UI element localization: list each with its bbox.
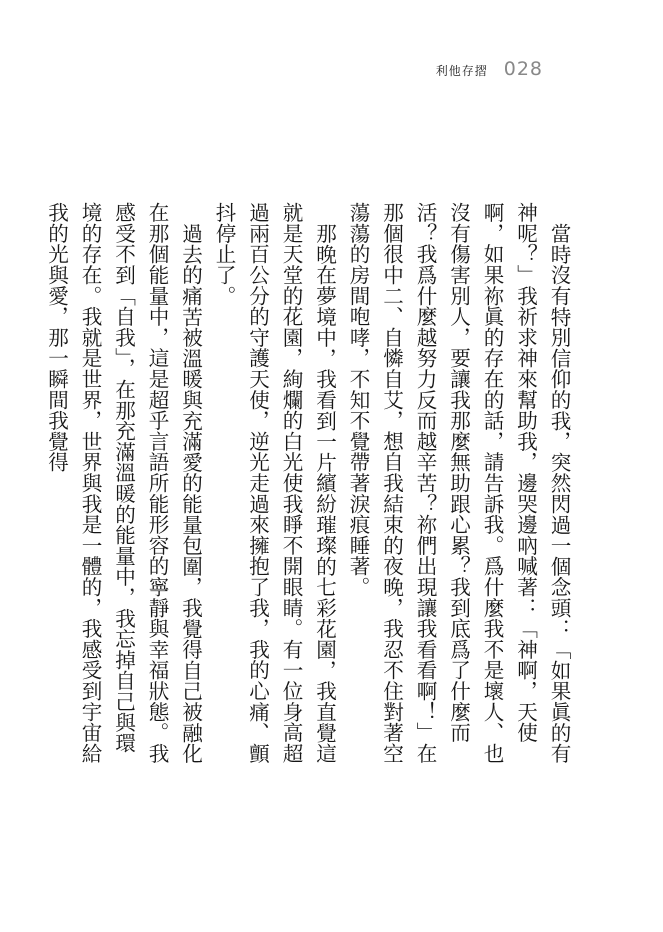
- book-title: 利他存摺: [435, 64, 488, 78]
- running-header: [436, 58, 543, 80]
- page-number: 028: [503, 58, 543, 80]
- paragraph-1: 當時沒有特別信仰的我，突然閃過一個念頭：「如果眞的有神呢？」我祈求神來幫助我，邊哭邊吶喊著：「神啊，天使啊，如果祢眞的存在的話，請告訴我。爲什麼我不是壞人、也沒有傷害別人，要讓我那麼無助跟心累？我到底爲了什麼而活？我爲什麼越努力反而越辛苦？祢們出現讓我看看啊！」在那個很中二、自憐自艾，想自我結束的夜晚，我忍不住對著空蕩蕩的房間咆哮，不知不覺帶著淚痕睡著。: [346, 202, 571, 764]
- paragraph-2: 那晚在夢境中，我看到一片繽紛璀璨的七彩花園，我直覺這就是天堂的花園，絢爛的白光使我睜不開眼睛。有一位身高超過兩百公分的守護天使，逆光走過來擁抱了我，我的心痛、顫抖停止了。: [212, 202, 337, 764]
- vertical-body-text: [39, 202, 575, 772]
- paragraph-3: 過去的痛苦被溫暖與充滿愛的能量包圍，我覺得自己被融化在那個能量中，這是超乎言語所能形容的寧靜與幸福狀態。我感受不到「自我」，在那充滿溫暖的能量中，我忘掉自己與環境的存在。我就是世界，世界與我是一體的，我感受到宇宙給我的光與愛，那一瞬間我覺得: [44, 202, 203, 764]
